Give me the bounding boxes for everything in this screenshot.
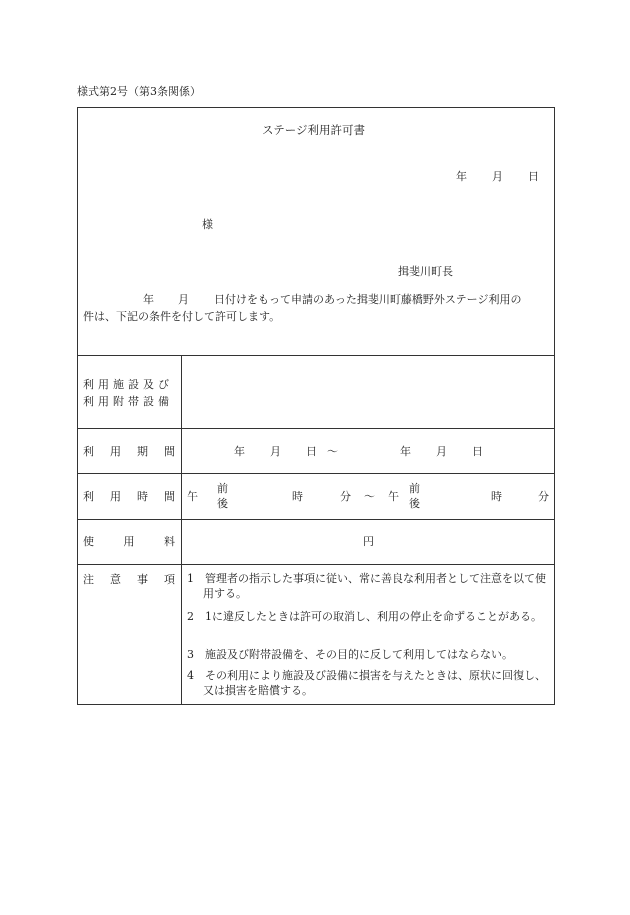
row-divider [77,564,555,565]
note-item-3: 3 施設及び附帯設備を、その目的に反して利用してはならない。 [187,648,513,661]
pm-mark: 後 [217,496,228,510]
time-end-prefix: 午 [388,490,399,503]
row-divider [77,519,555,520]
am-mark: 前 [409,482,420,495]
period-start-day: 日 [306,445,317,458]
label-char: 項 [164,573,175,586]
label-char: 料 [164,535,175,548]
column-divider [181,355,182,705]
time-end-hour: 時 [491,490,502,503]
label-char: 利 [83,490,94,503]
row-divider [77,355,555,356]
period-start-month: 月 [270,445,281,458]
body-line-2: 件は、下記の条件を付して許可します。 [83,310,281,323]
fee-unit: 円 [363,535,374,548]
fee-label [83,536,175,547]
form-number: 様式第2号（第3条関係） [77,85,201,98]
label-char: 使 [83,535,94,548]
issue-date-month: 月 [492,170,503,183]
period-label [83,446,175,457]
label-char: 利 [83,445,94,458]
label-char: 意 [110,573,121,586]
body-month: 月 [178,293,189,306]
time-separator: ～ [364,490,375,503]
label-char: 用 [110,490,121,503]
facility-label-line1: 利用施設及び [83,378,173,391]
period-end-month: 月 [436,445,447,458]
period-separator: ～ [327,445,338,458]
issue-date-day: 日 [528,170,539,183]
time-label [83,491,175,502]
label-char: 間 [164,490,175,503]
label-char: 事 [137,573,148,586]
time-start-prefix: 午 [187,490,198,503]
label-char: 用 [110,445,121,458]
issue-date-year: 年 [456,170,467,183]
label-char: 用 [123,535,135,548]
label-char: 時 [137,490,148,503]
period-start-year: 年 [234,445,245,458]
period-end-day: 日 [472,445,483,458]
notes-label [83,574,175,585]
label-char: 間 [164,445,175,458]
time-start-ampm [217,482,228,512]
am-mark: 前 [217,482,228,495]
period-end-year: 年 [400,445,411,458]
row-divider [77,473,555,474]
form-title: ステージ利用許可書 [262,123,366,137]
note-item-2: 2 1に違反したときは許可の取消し、利用の停止を命ずることがある。 [187,610,542,623]
label-char: 注 [83,573,94,586]
time-start-hour: 時 [292,490,303,503]
issuer-name: 揖斐川町長 [398,265,453,278]
note-item-4: 4 その利用により施設及び設備に損害を与えたときは、原状に回復し、又は損害を賠償する。 [187,669,546,697]
facility-label-line2: 利用附帯設備 [83,395,173,408]
time-end-minute: 分 [538,490,549,503]
body-line-1: 日付けをもって申請のあった揖斐川町藤橋野外ステージ利用の [214,293,522,306]
label-char: 期 [137,445,148,458]
note-item-1: 1 管理者の指示した事項に従い、常に善良な利用者として注意を以て使用する。 [187,572,546,600]
time-end-ampm [409,482,420,512]
recipient-honorific: 様 [202,218,213,231]
row-divider [77,428,555,429]
body-year: 年 [143,293,154,306]
pm-mark: 後 [409,496,420,510]
time-start-minute: 分 [340,490,351,503]
